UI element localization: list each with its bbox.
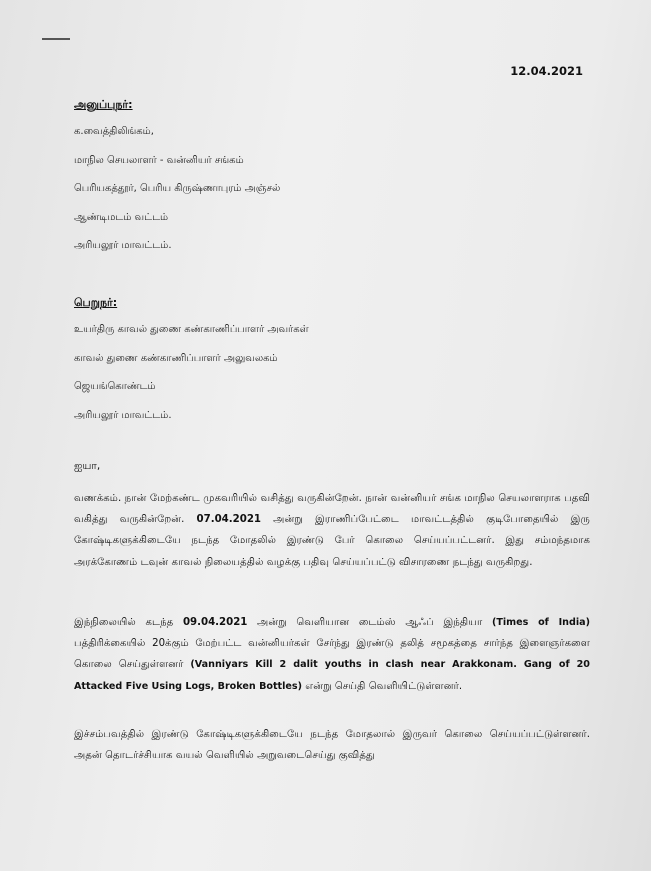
sender-line: பெரியகத்தூர், பெரிய கிருஷ்ணாபுரம் அஞ்சல் — [74, 183, 281, 194]
news-headline: (Vanniyars Kill 2 dalit youths in clash near Arakkonam. Gang of 20 Attacked Five Using Logs, Broken Bottles) — [74, 659, 590, 692]
sender-line: ஆண்டிமடம் வட்டம் — [74, 211, 169, 223]
newspaper-name: (Times of India) — [491, 617, 590, 628]
news-date: 09.04.2021 — [182, 617, 248, 628]
paragraph-text: பத்திரிக்கையில் 20க்கும் மேற்பட்ட வன்னியர்கள் சேர்ந்து இரண்டு தலித் சமூகத்தை சார்ந்த இளைஞர்களை கொலை செய்துள்ளனர் — [74, 638, 590, 671]
recipient-line: அரியலூர் மாவட்டம். — [74, 409, 172, 421]
recipient-line: காவல் துணை கண்காணிப்பாளர் அலுவலகம் — [74, 352, 278, 364]
salutation: ஐயா, — [74, 460, 101, 472]
paragraph-text: அன்று இராணிப்பேட்டை மாவட்டத்தில் குடிபோதையில் இரு கோஷ்டிகளுக்கிடையே நடந்த மோதலில் இரண்டு பேர் கொலை செய்யப்பட்டனர். இது சம்மந்தமாக அரக்கோணம் டவுன் காவல் நிலையத்தில் வழக்கு பதிவு செய்யப்பட்டு விசாரணை நடந்து வருகிறது. — [74, 514, 590, 568]
paragraph-3 — [74, 724, 590, 766]
sender-line: அரியலூர் மாவட்டம். — [74, 240, 172, 251]
recipient-label: பெறுநர்: — [74, 296, 118, 309]
paragraph-1 — [74, 488, 590, 573]
paragraph-text: என்று செய்தி வெளியிட்டுள்ளனர். — [302, 680, 463, 692]
paragraph-text: அன்று வெளியான டைம்ஸ் ஆஃப் இந்தியா — [247, 617, 492, 628]
recipient-line: உயர்திரு காவல் துணை கண்காணிப்பாளர் அவர்கள் — [74, 324, 309, 335]
sender-line: மாநில செயலாளர் - வன்னியர் சங்கம் — [74, 154, 244, 166]
paragraph-2 — [74, 612, 590, 697]
incident-date: 07.04.2021 — [196, 514, 261, 526]
sender-block — [74, 98, 280, 268]
recipient-line: ஜெயங்கொண்டம் — [74, 381, 156, 392]
paragraph-text: இச்சம்பவத்தில் இரண்டு கோஷ்டிகளுக்கிடையே நடந்த மோதலால் இருவர் கொலை செய்யப்பட்டுள்ளனர். அதன் தொடர்ச்சியாக வயல் வெளியில் அறுவடைசெய்து குவித்து — [74, 729, 590, 762]
paragraph-text: வணக்கம். நான் மேற்கண்ட முகவரியில் வசித்து வருகின்றேன். நான் வன்னியர் சங்க மாநில செயலாளராக பதவி வகித்து வருகின்றேன். — [74, 493, 590, 526]
sender-label: அனுப்புநர்: — [74, 98, 133, 111]
margin-mark — [42, 38, 70, 40]
recipient-block — [74, 296, 309, 437]
letter-date: 12.04.2021 — [510, 64, 583, 78]
paragraph-text: இந்நிலையில் கடந்த — [74, 617, 183, 628]
sender-line: க.வைத்திலிங்கம், — [74, 126, 154, 137]
